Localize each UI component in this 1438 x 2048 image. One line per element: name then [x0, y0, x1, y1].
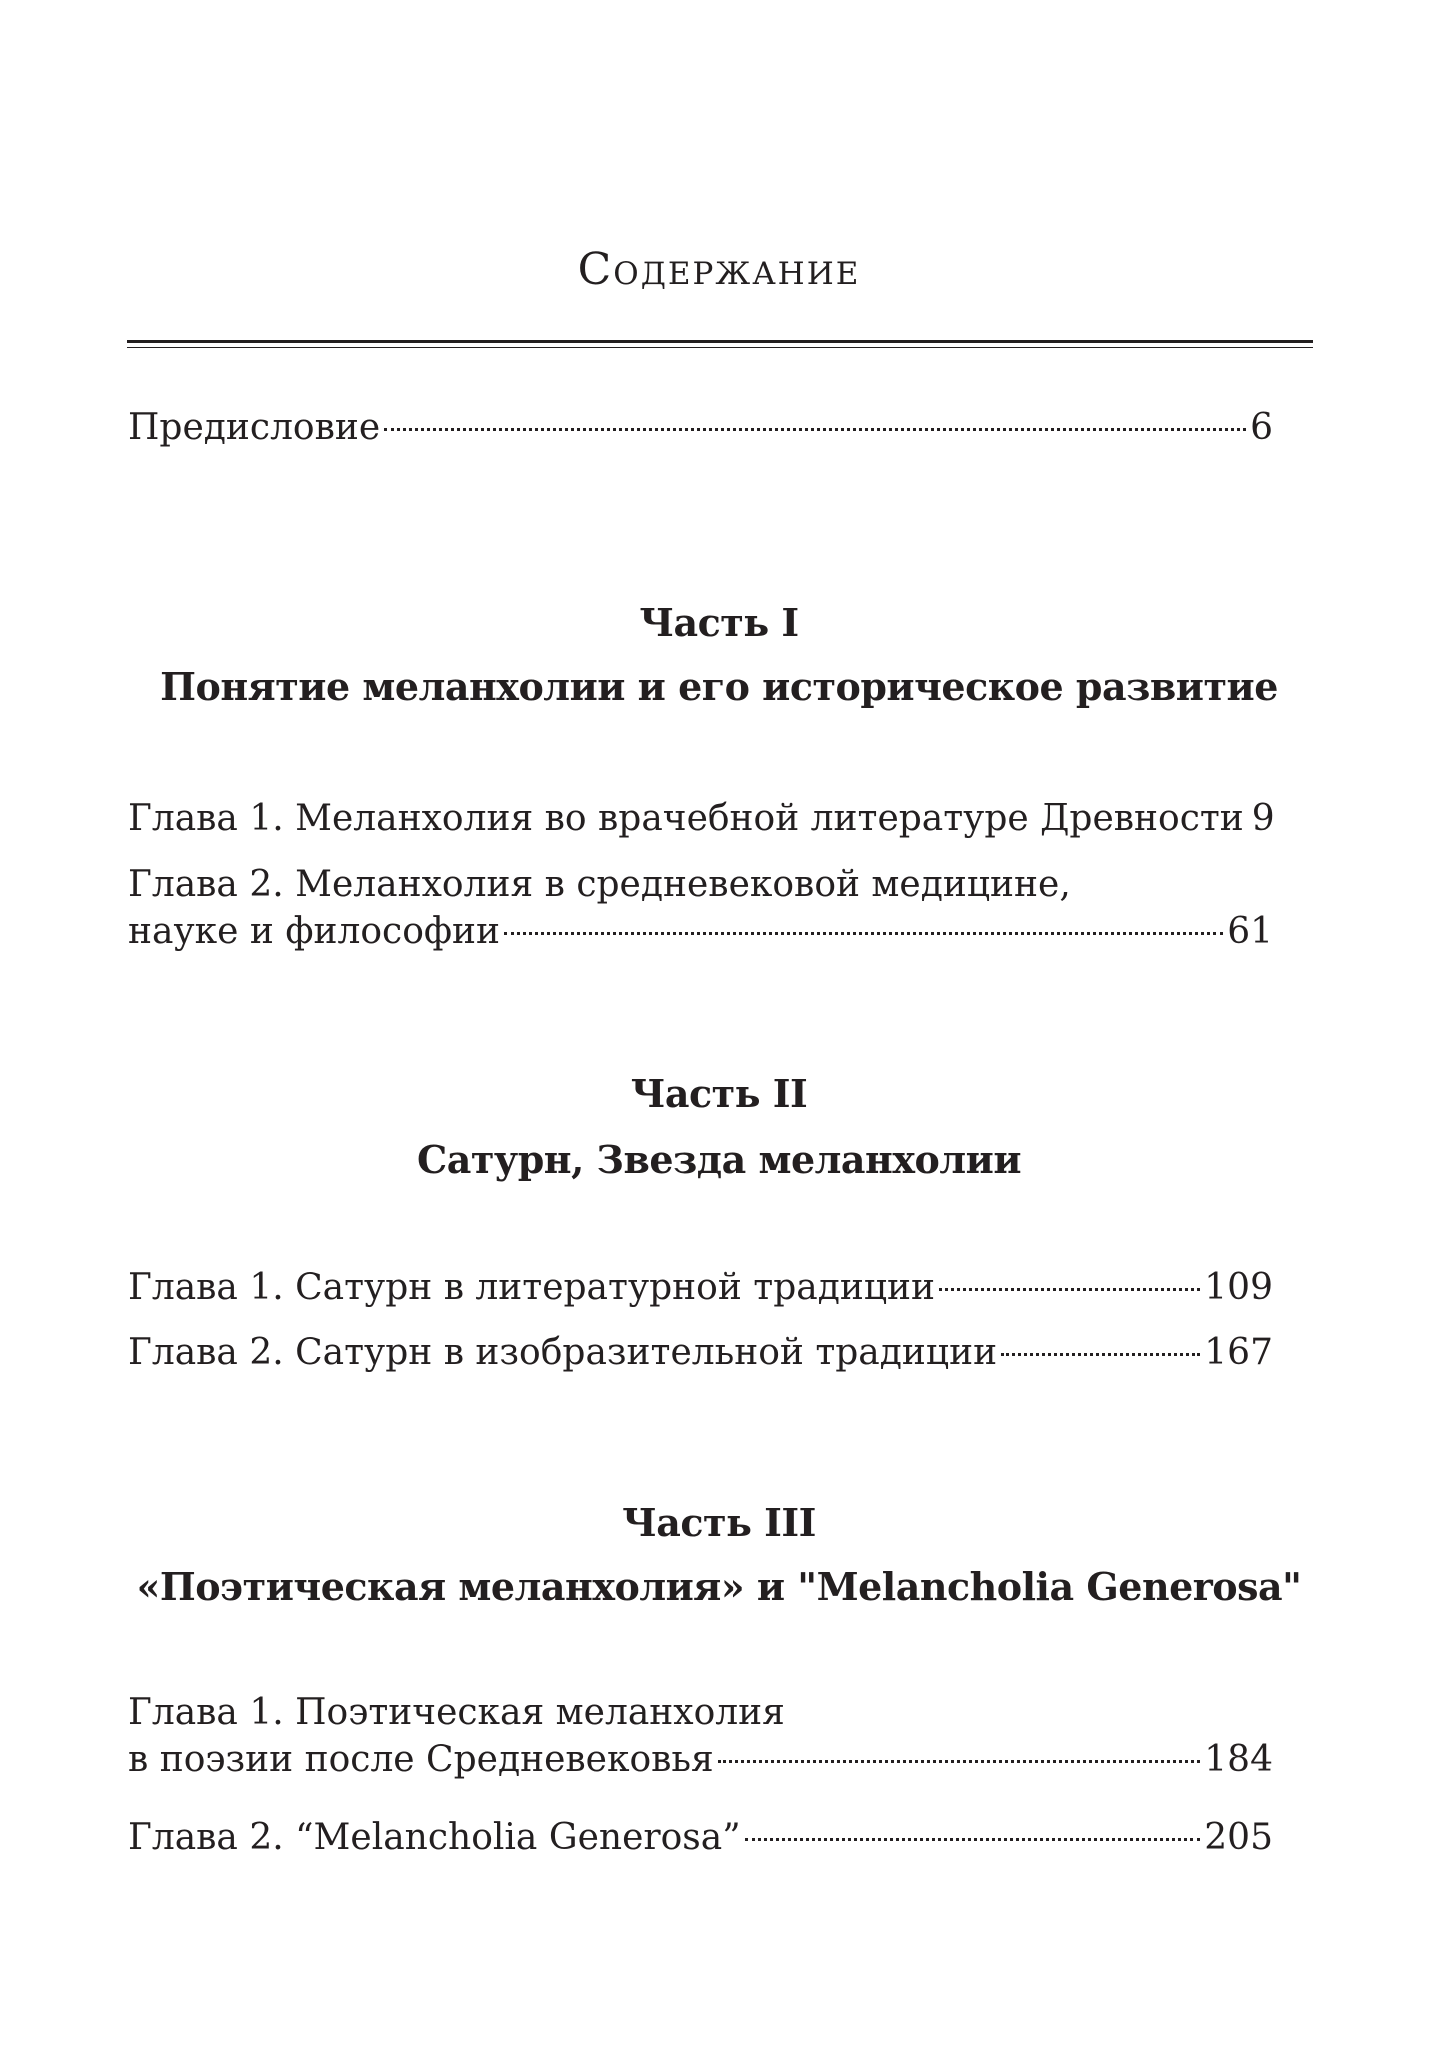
- entry-page: 205: [1204, 1817, 1273, 1858]
- page-title: Содержание: [577, 244, 861, 295]
- entry-label: Глава 1. Меланхолия во врачебной литературе Древности: [128, 798, 1244, 839]
- part-number: Часть III: [622, 1500, 816, 1545]
- toc-entry-preface[interactable]: [128, 405, 1273, 452]
- toc-entry[interactable]: [128, 1265, 1273, 1312]
- toc-entry[interactable]: [128, 796, 1273, 843]
- dot-leader: [384, 428, 1246, 431]
- entry-label: науке и философии: [128, 910, 501, 952]
- part-title: Понятие меланхолии и его историческое развитие: [160, 664, 1278, 709]
- entry-page: 167: [1204, 1332, 1273, 1373]
- dot-leader: [1001, 1353, 1200, 1356]
- part-title: «Поэтическая меланхолия» и "Melancholia Generosa": [136, 1564, 1302, 1609]
- entry-label-line1: Глава 1. Поэтическая меланхолия: [128, 1692, 785, 1733]
- title-rule-thin: [127, 347, 1313, 348]
- entry-label-line1: Глава 2. Меланхолия в средневековой медицине,: [128, 864, 1071, 905]
- part-number: Часть I: [639, 600, 799, 645]
- toc-entry[interactable]: [128, 1690, 1273, 1784]
- toc-entry[interactable]: [128, 862, 1273, 956]
- toc-entry[interactable]: [128, 1815, 1273, 1862]
- entry-page: 184: [1204, 1738, 1273, 1780]
- dot-leader: [745, 1838, 1201, 1841]
- dot-leader: [504, 932, 1223, 935]
- entry-page: 61: [1227, 910, 1273, 952]
- toc-entry[interactable]: [128, 1330, 1273, 1377]
- entry-label: Глава 2. Сатурн в изобразительной традиции: [128, 1332, 998, 1373]
- entry-label: в поэзии после Средневековья: [128, 1738, 714, 1780]
- entry-page: 6: [1250, 407, 1273, 448]
- dot-leader: [939, 1288, 1200, 1291]
- entry-page: 109: [1204, 1267, 1273, 1308]
- part-number: Часть II: [630, 1071, 808, 1116]
- entry-label: Глава 2. “Melancholia Generosa”: [128, 1817, 741, 1858]
- dot-leader: [718, 1760, 1201, 1763]
- title-rule: [127, 340, 1313, 343]
- part-title: Сатурн, Звезда меланхолии: [416, 1137, 1022, 1182]
- entry-page: 9: [1251, 798, 1275, 839]
- entry-label: Глава 1. Сатурн в литературной традиции: [128, 1267, 935, 1308]
- entry-label: Предисловие: [128, 407, 381, 448]
